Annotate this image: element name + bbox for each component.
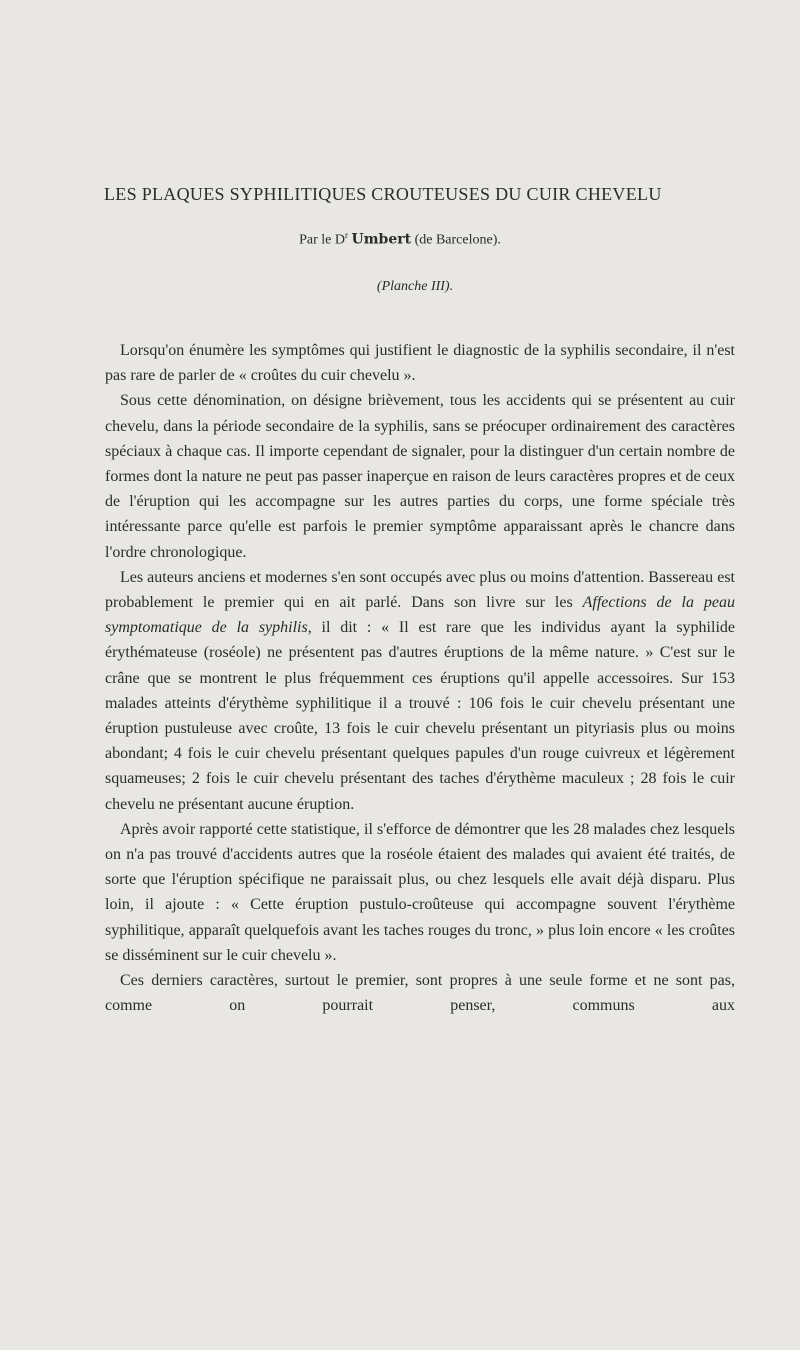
byline-prefix: Par le D (299, 232, 346, 248)
article-title: LES PLAQUES SYPHILITIQUES CROUTEUSES DU CUIR CHEVELU (104, 184, 662, 204)
paragraph-3-text-after: , il dit : « Il est rare que les individus ayant la syphilide érythémateuse (roséole) ne présentent pas d'autres éruptions de la même nature. » C'est sur le crâne que se montrent le plus fréquemment ces éruptions qu'il appelle accessoires. Sur 153 malades atteints d'érythème syphilitique il a trouvé : 106 fois le cuir chevelu présentant une éruption pustuleuse avec croûte, 13 fois le cuir chevelu présentant un pityriasis plus ou moins abondant; 4 fois le cuir chevelu présentant quelques papules d'un rouge cuivreux et légèrement squameuses; 2 fois le cuir chevelu présentant des taches d'érythème maculeux ; 28 fois le cuir chevelu ne présentant aucune éruption. (105, 619, 735, 813)
byline-sup: r (345, 230, 349, 240)
author-affiliation: (de Barcelone). (414, 232, 501, 248)
paragraph-5: Ces derniers caractères, surtout le premier, sont propres à une seule forme et ne sont pas, comme on pourrait penser, communs aux (105, 972, 735, 1015)
book-title-italic: Affections de la peau symptomatique de la syphilis (105, 594, 735, 637)
paragraph-3 (105, 565, 735, 817)
author-byline (0, 230, 800, 249)
paragraph-3-text-before: Les auteurs anciens et modernes s'en sont occupés avec plus ou moins d'attention. Bassereau est probablement le premier qui en ait parlé. Dans son livre sur les (105, 568, 735, 612)
paragraph-1: Lorsqu'on énumère les symptômes qui justifient le diagnostic de la syphilis secondaire, il n'est pas rare de parler de « croûtes du cuir chevelu ». (105, 342, 735, 385)
article-body (105, 338, 735, 1018)
paragraph-2: Sous cette dénomination, on désigne brièvement, tous les accidents qui se présentent au cuir chevelu, dans la période secondaire de la syphilis, sans se préocuper ordinairement des caractères spéciaux à chaque cas. Il importe cependant de signaler, pour la distinguer d'un certain nombre de formes dont la nature ne peut pas passer inaperçue en raison de leurs caractères propres et de ceux de l'éruption qui les accompagne sur les autres parties du corps, une forme spéciale très intéressante parce qu'elle est parfois le premier symptôme apparaissant après le chancre dans l'ordre chronologique. (105, 392, 735, 561)
plate-reference: (Planche III). (376, 279, 454, 294)
author-name: Umbert (351, 231, 412, 248)
paragraph-4: Après avoir rapporté cette statistique, il s'efforce de démontrer que les 28 malades chez lesquels on n'a pas trouvé d'accidents autres que la roséole étaient des malades qui avaient été traités, de sorte que l'éruption spécifique ne paraissait plus, ou chez lesquels elle avait déjà disparu. Plus loin, il ajoute : « Cette éruption pustulo-croûteuse qui accompagne souvent l'érythème syphilitique, apparaît quelquefois avant les taches rouges du tronc, » plus loin encore « les croûtes se disséminent sur le cuir chevelu ». (105, 820, 735, 964)
